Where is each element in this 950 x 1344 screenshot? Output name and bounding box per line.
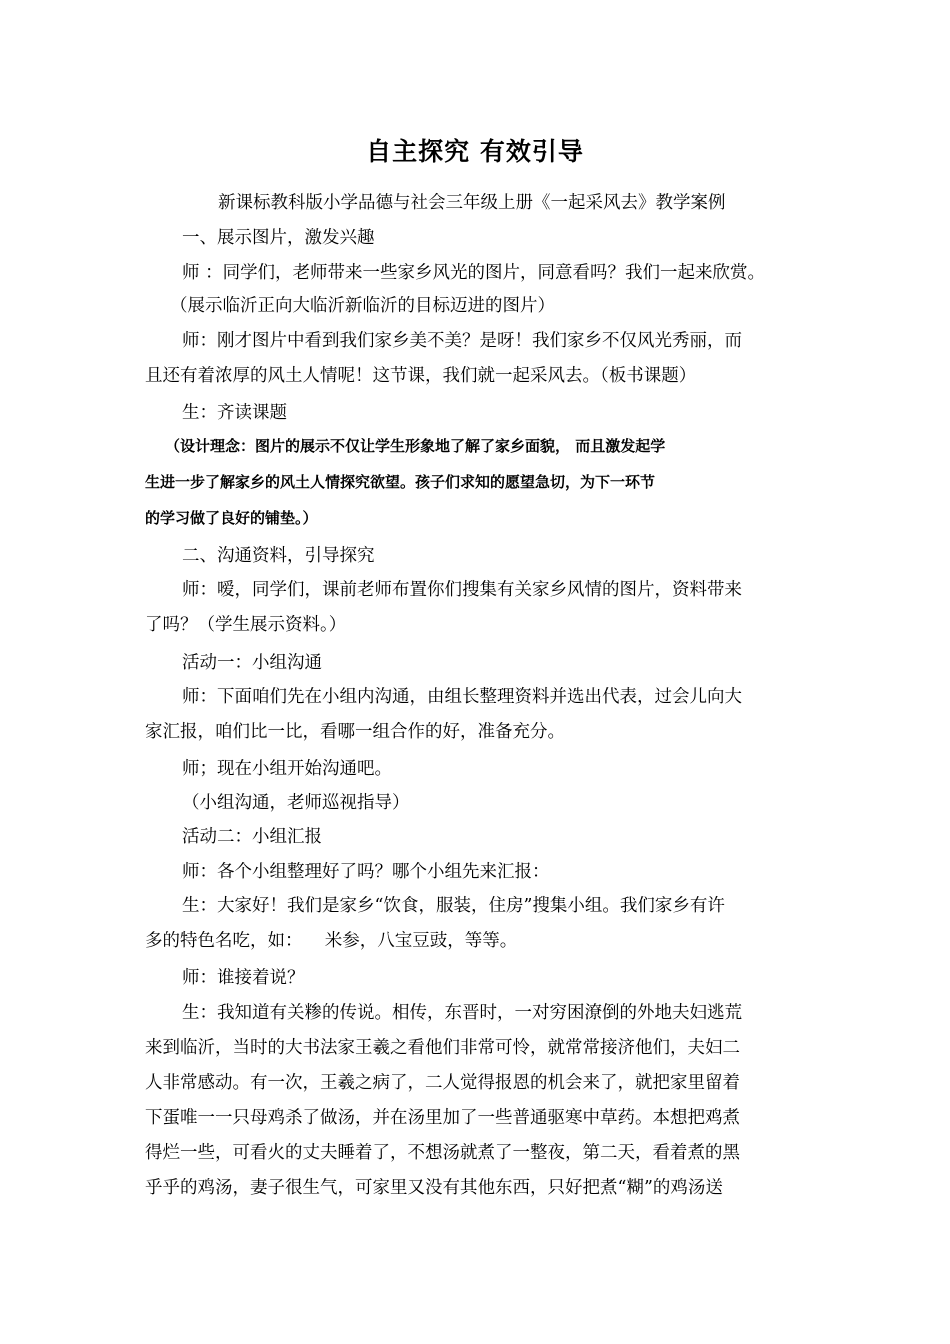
activity-heading: 活动一：小组沟通 bbox=[182, 653, 322, 673]
design-note-line: 的学习做了良好的铺垫。） bbox=[145, 509, 318, 527]
design-note-line: 生进一步了解家乡的风土人情探究欲望。孩子们求知的愿望急切，为下一环节 bbox=[145, 473, 656, 491]
paragraph: （展示临沂正向大临沂新临沂的目标迈进的图片） bbox=[170, 296, 555, 316]
paragraph: 师 ：同学们，老师带来一些家乡风光的图片，同意看吗？我们一起来欣赏。 bbox=[182, 263, 766, 283]
paragraph bbox=[145, 996, 810, 1206]
paragraph: 生：齐读课题 bbox=[182, 403, 287, 423]
activity-heading: 活动二：小组汇报 bbox=[182, 827, 322, 847]
paragraph-line: 且还有着浓厚的风土人情呢！这节课，我们就一起采风去。（板书课题） bbox=[145, 366, 697, 386]
paragraph-line: 师：刚才图片中看到我们家乡美不美？是呀！我们家乡不仅风光秀丽，而 bbox=[182, 331, 742, 351]
paragraph-line: 生：大家好！我们是家乡“饮食，服装，住房”搜集小组。我们家乡有许 bbox=[182, 896, 725, 916]
document-title: 自主探究 有效引导 bbox=[366, 137, 584, 166]
paragraph-line: 得烂一些，可看火的丈夫睡着了，不想汤就煮了一整夜，第二天，看着煮的黑 bbox=[145, 1143, 740, 1163]
subtitle: 新课标教科版小学品德与社会三年级上册《一起采风去》教学案例 bbox=[218, 193, 726, 213]
design-note bbox=[145, 428, 810, 536]
paragraph-line: 师：下面咱们先在小组内沟通，由组长整理资料并选出代表，过会儿向大 bbox=[182, 687, 742, 707]
paragraph bbox=[145, 889, 810, 959]
paragraph bbox=[145, 573, 810, 643]
paragraph-line: 多的特色名吃，如： 米参，八宝豆豉，等等。 bbox=[145, 931, 518, 951]
paragraph-line: 家汇报，咱们比一比，看哪一组合作的好，准备充分。 bbox=[145, 722, 565, 742]
paragraph bbox=[145, 324, 810, 394]
paragraph-line: 来到临沂，当时的大书法家王羲之看他们非常可怜，就常常接济他们，夫妇二 bbox=[145, 1038, 740, 1058]
paragraph-line: 下蛋唯一一只母鸡杀了做汤，并在汤里加了一些普通驱寒中草药。本想把鸡煮 bbox=[145, 1108, 740, 1128]
paragraph-line: 生：我知道有关糁的传说。相传，东晋时，一对穷困潦倒的外地夫妇逃荒 bbox=[182, 1003, 742, 1023]
paragraph: 师：各个小组整理好了吗？哪个小组先来汇报： bbox=[182, 862, 550, 882]
paragraph: 师；现在小组开始沟通吧。 bbox=[182, 759, 392, 779]
paragraph-line: 乎乎的鸡汤，妻子很生气，可家里又没有其他东西，只好把煮“糊”的鸡汤送 bbox=[145, 1178, 723, 1198]
section-heading-1: 一、展示图片，激发兴趣 bbox=[182, 228, 375, 248]
paragraph: 师：谁接着说？ bbox=[182, 968, 305, 988]
paragraph-line: 了吗？（学生展示资料。） bbox=[145, 615, 347, 635]
section-heading-2: 二、沟通资料，引导探究 bbox=[182, 546, 375, 566]
paragraph-line: 人非常感动。有一次，王羲之病了，二人觉得报恩的机会来了，就把家里留着 bbox=[145, 1073, 740, 1093]
design-note-line: （设计理念：图片的展示不仅让学生形象地了解了家乡面貌， 而且激发起学 bbox=[165, 437, 666, 455]
paragraph bbox=[145, 680, 810, 750]
paragraph-line: 师：嗳，同学们，课前老师布置你们搜集有关家乡风情的图片，资料带来 bbox=[182, 580, 742, 600]
paragraph: （小组沟通，老师巡视指导） bbox=[182, 793, 410, 813]
